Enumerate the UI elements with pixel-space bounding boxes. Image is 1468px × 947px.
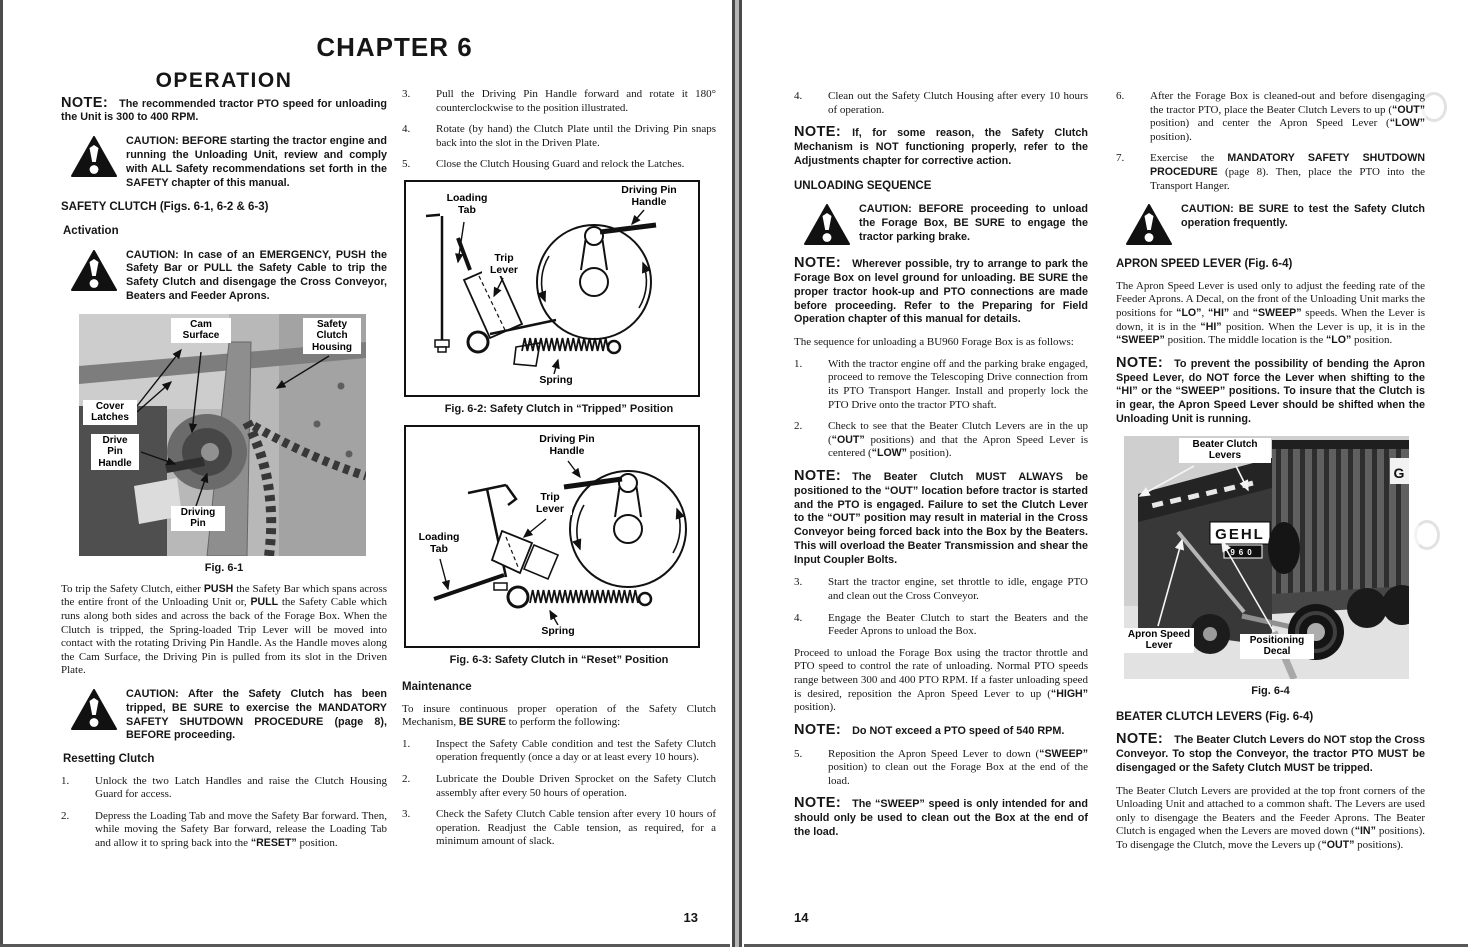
- model-number-text: 960: [1230, 547, 1256, 557]
- beater-clutch-levers-heading: BEATER CLUTCH LEVERS (Fig. 6-4): [1116, 710, 1314, 723]
- figure-6-3-drawing: [404, 425, 700, 648]
- caution-block: [61, 688, 387, 743]
- caution-block: [794, 203, 1088, 247]
- caution-block: [1116, 203, 1425, 247]
- maintenance-heading: Maintenance: [402, 680, 472, 693]
- list-text: Unlock the two Latch Handles and raise the Clutch Housing Guard for access.: [95, 774, 387, 801]
- figure-6-4-caption: Fig. 6-4: [1251, 684, 1290, 697]
- left-page-column-2: [402, 80, 716, 857]
- list-text: Close the Clutch Housing Guard and relock the Latches.: [436, 158, 685, 171]
- list-item: [794, 90, 1088, 117]
- caution-text: CAUTION: BEFORE proceeding to unload the Forage Box, BE SURE to engage the tractor parking brake.: [859, 203, 1088, 243]
- drawing-label-loading-tab: Loading Tab: [412, 531, 466, 555]
- chapter-heading: CHAPTER 6: [316, 32, 473, 62]
- caution-text: CAUTION: BE SURE to test the Safety Clutch operation frequently.: [1181, 203, 1425, 229]
- gehl-logo-text: GEHL: [1215, 525, 1265, 543]
- note-label: NOTE:: [794, 255, 842, 272]
- figure-6-3-caption: Fig. 6-3: Safety Clutch in “Reset” Position: [449, 653, 669, 666]
- drawing-label-spring: Spring: [536, 625, 580, 637]
- photo-label-beater-clutch-levers: Beater Clutch Levers: [1179, 438, 1271, 463]
- note-text: To prevent the possibility of bending the Apron Speed Lever, do NOT force the Lever when shifting to the “HI” or the “SWEEP” positions. To insure that the Clutch is in gear, the Apron Speed Lever should be shifted when the Unloading Unit is running.: [1116, 357, 1425, 425]
- list-item: [61, 810, 387, 851]
- list-text: Rotate (by hand) the Clutch Plate until the Driving Pin snaps back into the slot in the Driven Plate.: [436, 123, 716, 149]
- right-page-column-1: [794, 82, 1088, 849]
- drawing-label-driving-pin-handle: Driving Pin Handle: [612, 184, 686, 208]
- note-text: If, for some reason, the Safety Clutch Mechanism is NOT functioning properly, refer to the Adjustments chapter for corrective action.: [794, 127, 1088, 167]
- list-number: 1.: [402, 737, 411, 750]
- figure-6-2-drawing: [404, 180, 700, 397]
- unloading-sequence-heading: UNLOADING SEQUENCE: [794, 179, 932, 192]
- list-item: [794, 576, 1088, 603]
- note-label: NOTE:: [1116, 354, 1164, 371]
- list-text: Exercise the MANDATORY SAFETY SHUTDOWN PROCEDURE (page 8). Then, place the PTO into the Transport Hanger.: [1150, 152, 1425, 192]
- note-block: [794, 797, 1088, 839]
- list-number: 2.: [402, 772, 411, 785]
- note-text: The Beater Clutch MUST ALWAYS be positioned to the “OUT” location before tractor is started and the PTO is engaged. Failure to set the Clutch Lever to the “OUT” position may result in material in the Cross Conveyor being forced back into the Box by the Beaters. This will overload the Beater Transmission and shear the Input Coupler Bolts.: [794, 470, 1088, 566]
- note-text: Wherever possible, try to arrange to park the Forage Box on level ground for unloading. BE SURE the proper tractor hook-up and PTO connections are made before proceeding. Refer to the Preparing for Field Operation chapter of this manual for details.: [794, 258, 1088, 326]
- note-text: The “SWEEP” speed is only intended for and should only be used to clean out the Box at the end of the load.: [794, 798, 1088, 838]
- list-number: 1.: [61, 774, 70, 787]
- list-text: Start the tractor engine, set throttle to idle, engage PTO and clean out the Cross Conveyor.: [828, 576, 1088, 603]
- note-block: [794, 721, 1088, 739]
- list-item: [402, 738, 716, 765]
- list-item: [402, 158, 716, 172]
- drawing-label-trip-lever: Trip Lever: [528, 491, 572, 515]
- note-label: NOTE:: [794, 124, 842, 141]
- list-text: With the tractor engine off and the parking brake engaged, proceed to remove the Telescoping Drive connection from its PTO Transport Hanger. Install and properly lock the PTO Drive onto the tractor PTO shaft.: [828, 357, 1088, 411]
- list-item: [402, 773, 716, 800]
- apron-paragraph: The Apron Speed Lever is used only to adjust the feeding rate of the Feeder Aprons. A Decal, on the front of the Unloading Unit marks the positions for “LO”, “HI” and “SWEEP” speeds. When the Lever is down, it is in the “HI” position. When the Lever is up, it is in the “SWEEP” position. The middle location is the “LO” position.: [1116, 279, 1426, 347]
- list-text: Check the Safety Clutch Cable tension after every 10 hours of operation. Readjust the Cable tension, as required, for a minimum amount of slack.: [436, 808, 716, 848]
- note-block: [61, 94, 387, 126]
- photo-label-drive-pin-handle: Drive Pin Handle: [91, 434, 139, 471]
- photo-label-safety-clutch-housing: Safety Clutch Housing: [303, 318, 361, 355]
- list-item: [1116, 90, 1425, 144]
- list-number: 5.: [402, 158, 411, 171]
- list-text: Engage the Beater Clutch to start the Beaters and the Feeder Aprons to unload the Box.: [828, 611, 1088, 638]
- list-number: 4.: [794, 611, 803, 624]
- svg-text:G: G: [1393, 464, 1405, 481]
- note-label: NOTE:: [794, 721, 842, 738]
- note-text: The Beater Clutch Levers do NOT stop the Cross Conveyor. To stop the Conveyor, the tractor PTO MUST be disengaged or the Safety Clutch MUST be tripped.: [1116, 734, 1425, 774]
- note-block: [794, 257, 1088, 327]
- note-block: [1116, 733, 1425, 775]
- caution-block: [61, 135, 387, 190]
- figure-6-4-photo: [1124, 436, 1409, 679]
- proceed-paragraph: Proceed to unload the Forage Box using the tractor throttle and PTO speed to control the rate of unloading. Normal PTO speeds range between 300 and 400 PTO RPM. If a faster unloading speed is desired, reposition the Apron Speed Lever to up (“HIGH” position).: [794, 646, 1088, 714]
- note-label: NOTE:: [794, 467, 842, 484]
- list-number: 3.: [794, 576, 803, 589]
- list-item: [402, 88, 716, 115]
- figure-6-2-caption: Fig. 6-2: Safety Clutch in “Tripped” Position: [444, 402, 674, 415]
- list-number: 3.: [402, 88, 411, 100]
- safety-clutch-heading: SAFETY CLUTCH (Figs. 6-1, 6-2 & 6-3): [61, 201, 269, 214]
- warning-triangle-icon: [71, 136, 117, 178]
- note-label: NOTE:: [1116, 731, 1164, 748]
- section-title: OPERATION: [155, 69, 293, 92]
- page-gutter-divider: [730, 0, 744, 947]
- list-text: Lubricate the Double Driven Sprocket on the Safety Clutch assembly after every 50 hours of operation.: [436, 772, 716, 799]
- page-number-14: 14: [794, 910, 809, 925]
- drawing-label-spring: Spring: [534, 374, 578, 386]
- page-13: [3, 0, 730, 947]
- figure-6-1-photo: [79, 314, 366, 556]
- list-item: [61, 775, 387, 802]
- list-number: 1.: [794, 357, 803, 370]
- list-text: Check to see that the Beater Clutch Levers are in the up (“OUT” positions) and that the Apron Speed Lever is centered (“LOW” position).: [828, 420, 1088, 460]
- note-block: [794, 126, 1088, 168]
- note-label: NOTE:: [61, 94, 109, 111]
- list-item: [794, 748, 1088, 789]
- drawing-label-driving-pin-handle: Driving Pin Handle: [530, 433, 604, 457]
- maintenance-intro: To insure continuous proper operation of the Safety Clutch Mechanism, BE SURE to perform the following:: [402, 702, 716, 729]
- list-number: 2.: [794, 420, 803, 433]
- list-item: [1116, 152, 1425, 193]
- list-item: [794, 612, 1088, 639]
- list-number: 5.: [794, 747, 803, 760]
- list-text: Pull the Driving Pin Handle forward and rotate it 180° counterclockwise to the position illustrated.: [436, 88, 716, 114]
- list-number: 7.: [1116, 152, 1125, 165]
- list-item: [402, 808, 716, 849]
- list-number: 6.: [1116, 90, 1125, 102]
- photo-label-positioning-decal: Positioning Decal: [1240, 634, 1314, 659]
- list-text: Depress the Loading Tab and move the Safety Bar forward. Then, while moving the Safety Bar forward, release the Loading Tab and allow it to spring back into the “RESET” position.: [95, 809, 387, 850]
- note-block: [794, 467, 1088, 568]
- photo-label-cover-latches: Cover Latches: [83, 400, 137, 425]
- figure-6-1-caption: Fig. 6-1: [204, 561, 244, 574]
- drawing-label-trip-lever: Trip Lever: [482, 252, 526, 276]
- list-number: 4.: [794, 90, 803, 102]
- trip-paragraph: To trip the Safety Clutch, either PUSH the Safety Bar which spans across the entire front of the Unloading Unit or, PULL the Safety Cable which runs along both sides and across the back of the Forage Box. When the Clutch is tripped, the Spring-loaded Trip Lever will be moved into contact with the rotating Driving Pin Handle. As the Handle moves along the Cam Surface, the Driving Pin is pulled from its slot in the Driven Plate.: [61, 582, 387, 677]
- list-item: [402, 123, 716, 150]
- note-text: The recommended tractor PTO speed for unloading the Unit is 300 to 400 RPM.: [61, 97, 387, 124]
- list-text: After the Forage Box is cleaned-out and before disengaging the tractor PTO, place the Beater Clutch Levers to up (“OUT” position) and center the Apron Speed Lever (“LOW” position).: [1150, 90, 1425, 143]
- note-label: NOTE:: [794, 795, 842, 812]
- list-item: [794, 358, 1088, 412]
- list-number: 3.: [402, 808, 411, 821]
- list-number: 2.: [61, 809, 70, 822]
- caution-text: CAUTION: BEFORE starting the tractor engine and running the Unloading Unit, review and comply with ALL Safety recommendations set forth in the SAFETY chapter of this manual.: [126, 135, 387, 189]
- list-number: 4.: [402, 123, 411, 136]
- warning-triangle-icon: [71, 250, 117, 292]
- note-text: Do NOT exceed a PTO speed of 540 RPM.: [852, 724, 1065, 737]
- warning-triangle-icon: [71, 689, 117, 731]
- list-text: Clean out the Safety Clutch Housing after every 10 hours of operation.: [828, 90, 1088, 116]
- caution-text: CAUTION: After the Safety Clutch has been tripped, BE SURE to exercise the MANDATORY SAFETY SHUTDOWN PROCEDURE (page 8), BEFORE proceeding.: [126, 687, 387, 742]
- photo-label-cam-surface: Cam Surface: [171, 318, 231, 343]
- list-text: Inspect the Safety Cable condition and test the Safety Clutch operation frequently (once a day or at least every 10 hours).: [436, 737, 716, 764]
- beater-paragraph: The Beater Clutch Levers are provided at the top front corners of the Unloading Unit and attached to a common shaft. The Levers are used only to disengage the Beaters and the Feeder Aprons. The Beater Clutch is engaged when the Levers are moved down (“IN” positions). To disengage the Clutch, move the Levers up (“OUT” positions).: [1116, 784, 1425, 852]
- right-page-column-2: [1116, 82, 1425, 861]
- caution-block: [61, 249, 387, 304]
- apron-speed-lever-heading: APRON SPEED LEVER (Fig. 6-4): [1116, 258, 1293, 271]
- sequence-intro: The sequence for unloading a BU960 Forage Box is as follows:: [794, 336, 1074, 349]
- warning-triangle-icon: [1126, 204, 1172, 246]
- list-text: Reposition the Apron Speed Lever to down (“SWEEP” position) to clean out the Forage Box at the end of the load.: [828, 747, 1088, 787]
- drawing-label-loading-tab: Loading Tab: [440, 192, 494, 216]
- resetting-clutch-heading: Resetting Clutch: [63, 753, 155, 766]
- photo-label-driving-pin: Driving Pin: [171, 506, 225, 531]
- caution-text: CAUTION: In case of an EMERGENCY, PUSH the Safety Bar or PULL the Safety Cable to trip the Safety Clutch and disengage the Cross Conveyor, Beaters and Feeder Aprons.: [126, 248, 387, 302]
- list-item: [794, 420, 1088, 461]
- note-block: [1116, 354, 1425, 427]
- left-page-column-1: [61, 69, 387, 859]
- activation-heading: Activation: [63, 224, 119, 237]
- photo-label-apron-speed-lever: Apron Speed Lever: [1124, 628, 1194, 653]
- warning-triangle-icon: [804, 204, 850, 246]
- page-number-13: 13: [683, 910, 698, 925]
- page-14: [744, 0, 1468, 947]
